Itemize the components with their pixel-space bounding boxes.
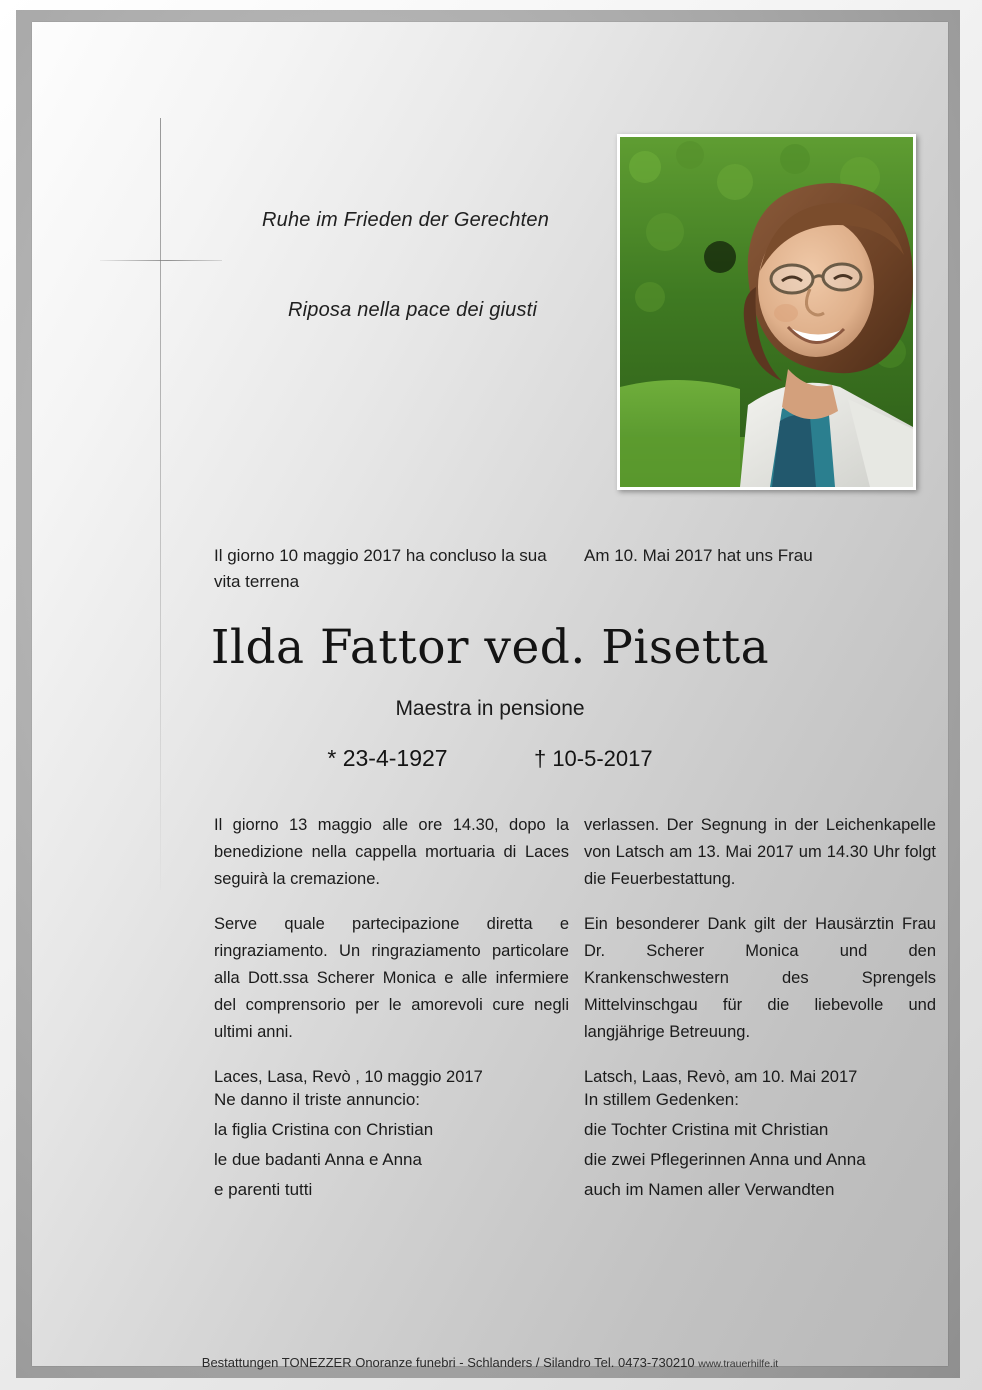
footer-text: Bestattungen TONEZZER Onoranze funebri - Schlanders / Silandro Tel. 0473-730210 (201, 1355, 695, 1370)
italian-paragraph-1: Il giorno 13 maggio alle ore 14.30, dopo la benedizione nella cappella mortuaria di Laces seguirà la cremazione. (214, 816, 569, 888)
epitaph-italian: Riposa nella pace dei giusti (288, 299, 538, 321)
cross-vertical-line (160, 118, 161, 890)
intro-german: Am 10. Mai 2017 hat uns Frau (584, 546, 813, 565)
german-announce-heading: In stillem Gedenken: (584, 1090, 739, 1109)
italian-announce-line: la figlia Cristina con Christian (214, 1120, 434, 1139)
italian-place-line: Laces, Lasa, Revò , 10 maggio 2017 (214, 1068, 483, 1086)
italian-announcement (214, 1085, 574, 1205)
footer (32, 1355, 948, 1370)
italian-paragraph-2: Serve quale partecipazione diretta e ringraziamento. Un ringraziamento particolare alla Dott.ssa Scherer Monica e alle infermiere del comprensorio per le amorevoli cure negli ultimi anni. (214, 915, 569, 1041)
italian-announce-line: le due badanti Anna e Anna (214, 1150, 422, 1169)
cross-horizontal-line (100, 260, 222, 261)
portrait-photo-image (620, 137, 913, 487)
german-paragraph-2: Ein besonderer Dank gilt der Hausärztin Frau Dr. Scherer Monica und den Krankenschwestern des Sprengels Mittelvinschgau für die liebevolle und langjährige Betreuung. (584, 915, 936, 1041)
german-announce-line: die zwei Pflegerinnen Anna und Anna (584, 1150, 866, 1169)
italian-announce-heading: Ne danno il triste annuncio: (214, 1090, 421, 1109)
italian-announce-line: e parenti tutti (214, 1180, 313, 1199)
profession: Maestra in pensione (395, 697, 585, 720)
epitaph-german: Ruhe im Frieden der Gerechten (262, 209, 550, 231)
life-dates (32, 745, 948, 772)
footer-website: www.trauerhilfe.it (698, 1358, 779, 1370)
german-announcement (584, 1085, 944, 1205)
german-place-line: Latsch, Laas, Revò, am 10. Mai 2017 (584, 1068, 858, 1086)
deceased-name: Ilda Fattor ved. Pisetta (210, 620, 770, 675)
german-paragraph-1: verlassen. Der Segnung in der Leichenkapelle von Latsch am 13. Mai 2017 um 14.30 Uhr folgt die Feuerbestattung. (584, 816, 936, 888)
german-announce-line: auch im Namen aller Verwandten (584, 1180, 835, 1199)
death-date: † 10-5-2017 (533, 746, 653, 771)
birth-date: * 23-4-1927 (327, 745, 448, 771)
german-announce-line: die Tochter Cristina mit Christian (584, 1120, 829, 1139)
italian-text-column (214, 812, 569, 1091)
intro-italian: Il giorno 10 maggio 2017 ha concluso la sua vita terrena (214, 546, 547, 591)
german-text-column (584, 812, 936, 1091)
memorial-card (32, 22, 948, 1370)
portrait-photo (617, 134, 916, 490)
